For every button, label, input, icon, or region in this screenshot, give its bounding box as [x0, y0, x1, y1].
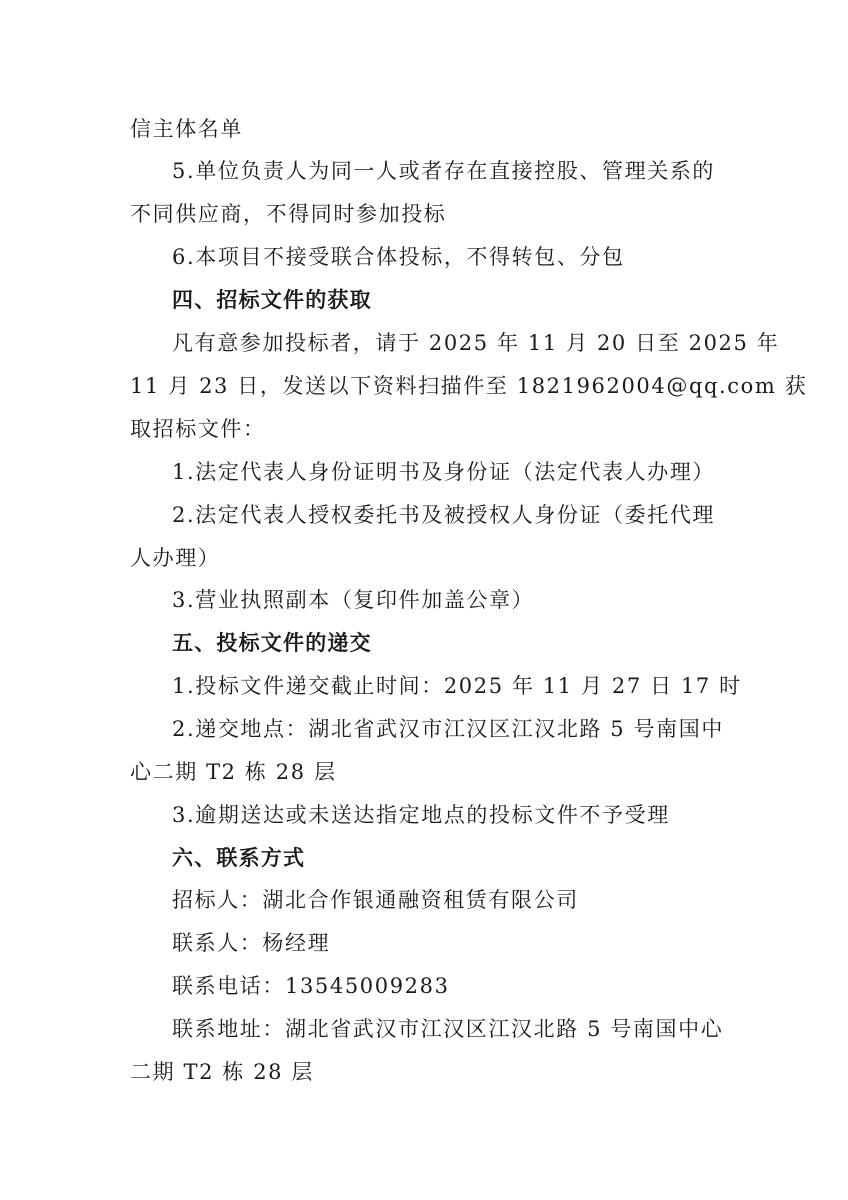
- text-line: 不同供应商，不得同时参加投标: [130, 202, 447, 226]
- text-line: 凡有意参加投标者，请于 2025 年 11 月 20 日至 2025 年: [172, 331, 780, 355]
- section-heading: 六、联系方式: [172, 846, 306, 870]
- text-line: 心二期 T2 栋 28 层: [130, 760, 337, 784]
- section-heading: 四、招标文件的获取: [172, 288, 372, 312]
- text-line: 2.法定代表人授权委托书及被授权人身份证（委托代理: [172, 503, 716, 527]
- text-line: 信主体名单: [130, 117, 243, 141]
- text-line: 招标人：湖北合作银通融资租赁有限公司: [172, 888, 579, 912]
- text-line: 5.单位负责人为同一人或者存在直接控股、管理关系的: [172, 159, 716, 183]
- text-line: 6.本项目不接受联合体投标，不得转包、分包: [172, 245, 625, 269]
- text-line: 联系电话：13545009283: [172, 974, 450, 998]
- text-line: 联系人：杨经理: [172, 931, 331, 955]
- text-line: 1.法定代表人身份证明书及身份证（法定代表人办理）: [172, 460, 716, 484]
- text-line: 3.逾期送达或未送达指定地点的投标文件不予受理: [172, 803, 670, 827]
- text-line: 11 月 23 日，发送以下资料扫描件至 1821962004@qq.com 获: [130, 374, 808, 398]
- text-line: 取招标文件：: [130, 417, 266, 441]
- text-line: 3.营业执照副本（复印件加盖公章）: [172, 588, 535, 612]
- text-line: 联系地址：湖北省武汉市江汉区江汉北路 5 号南国中心: [172, 1017, 724, 1041]
- text-line: 人办理）: [130, 546, 221, 570]
- text-line: 1.投标文件递交截止时间：2025 年 11 月 27 日 17 时: [172, 674, 742, 698]
- section-heading: 五、投标文件的递交: [172, 631, 372, 655]
- text-line: 二期 T2 栋 28 层: [130, 1060, 314, 1084]
- text-line: 2.递交地点：湖北省武汉市江汉区江汉北路 5 号南国中: [172, 717, 724, 741]
